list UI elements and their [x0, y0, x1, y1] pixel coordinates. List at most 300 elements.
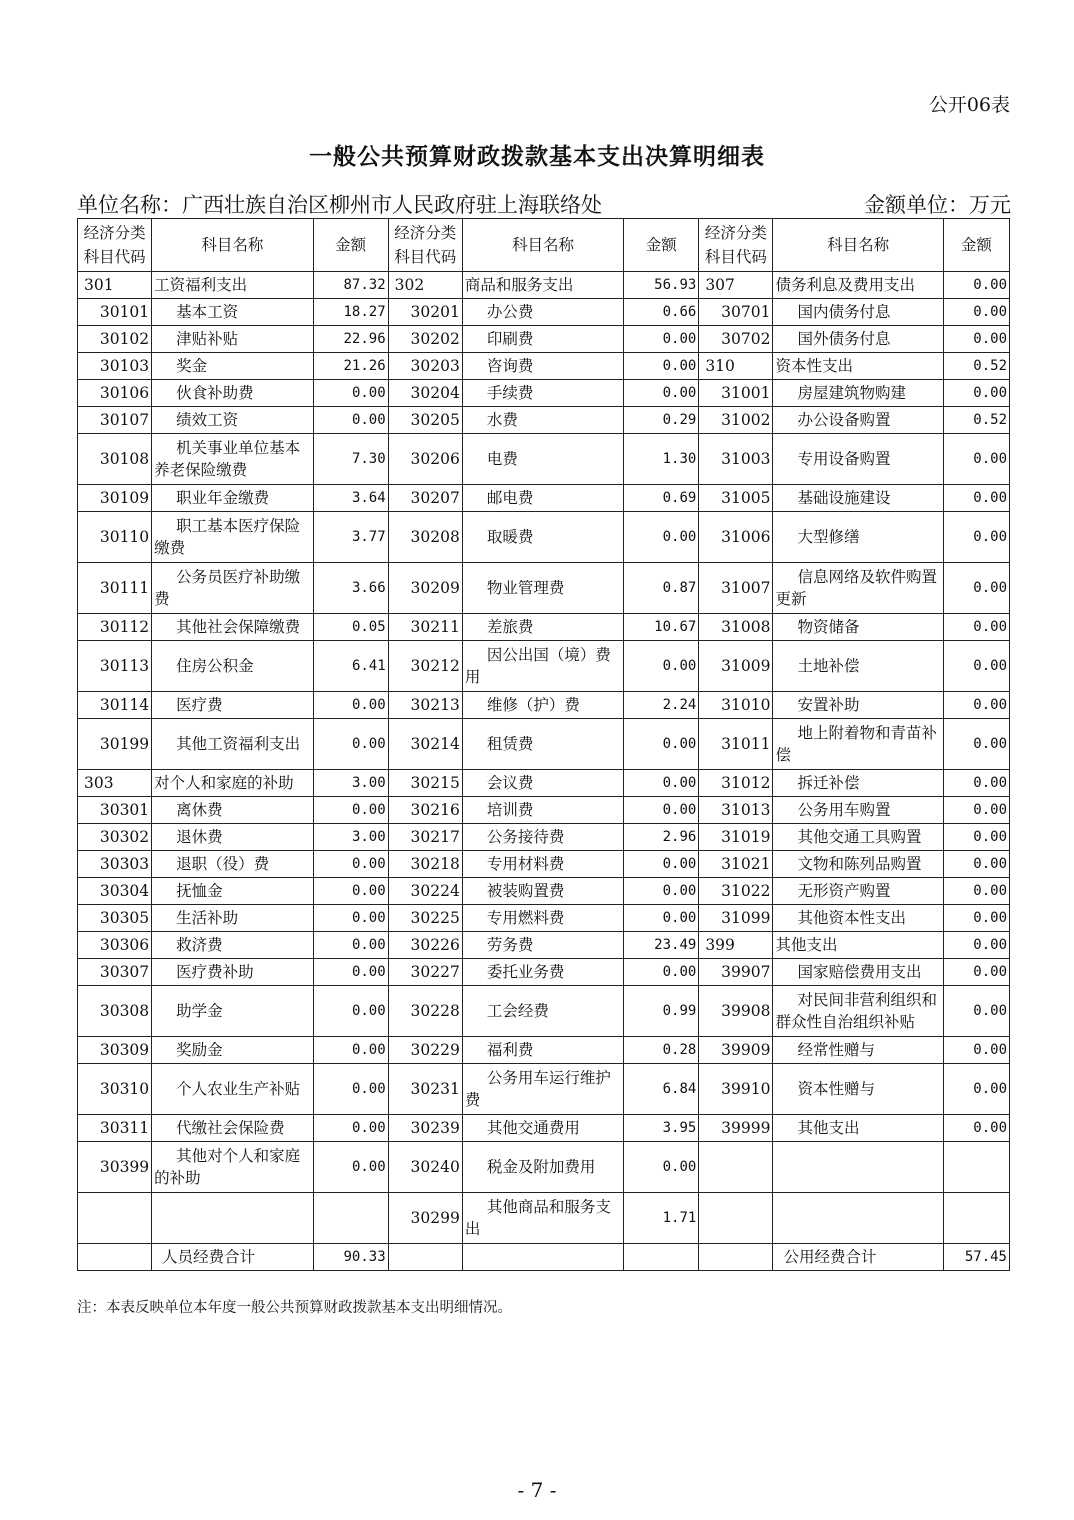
item-name-cell: 公务用车运行维护费: [462, 1064, 623, 1115]
amount-cell: 0.00: [943, 692, 1009, 719]
amount-cell: [313, 1193, 388, 1244]
amount-cell: 0.52: [943, 407, 1009, 434]
economic-code-cell: 30214: [388, 719, 462, 770]
item-name-cell: 电费: [462, 434, 623, 485]
item-name-cell: 职工基本医疗保险缴费: [152, 512, 313, 563]
item-name-cell: 安置补助: [773, 692, 943, 719]
amount-cell: 0.00: [943, 959, 1009, 986]
table-row: [78, 905, 1010, 932]
economic-code-cell: [388, 1244, 462, 1271]
item-name-cell: 取暖费: [462, 512, 623, 563]
table-row: [78, 353, 1010, 380]
economic-code-cell: 30307: [78, 959, 152, 986]
amount-unit: 金额单位：万元: [864, 193, 1011, 217]
item-name-cell: 国内债务付息: [773, 299, 943, 326]
amount-cell: 0.00: [943, 932, 1009, 959]
header-amount: 金额: [943, 219, 1009, 272]
amount-cell: 0.00: [624, 641, 699, 692]
economic-code-cell: 30207: [388, 485, 462, 512]
economic-code-cell: [699, 1142, 773, 1193]
amount-cell: 6.41: [313, 641, 388, 692]
economic-code-cell: 307: [699, 272, 773, 299]
economic-code-cell: 39999: [699, 1115, 773, 1142]
economic-code-cell: 30213: [388, 692, 462, 719]
economic-code-cell: 31006: [699, 512, 773, 563]
economic-code-cell: 30217: [388, 824, 462, 851]
economic-code-cell: 31008: [699, 614, 773, 641]
economic-code-cell: 30308: [78, 986, 152, 1037]
item-name-cell: 劳务费: [462, 932, 623, 959]
item-name-cell: 公务用车购置: [773, 797, 943, 824]
economic-code-cell: 30239: [388, 1115, 462, 1142]
item-name-cell: 救济费: [152, 932, 313, 959]
amount-cell: 0.00: [943, 299, 1009, 326]
item-name-cell: 工资福利支出: [152, 272, 313, 299]
item-name-cell: 工会经费: [462, 986, 623, 1037]
economic-code-cell: 30212: [388, 641, 462, 692]
header-code: 经济分类科目代码: [388, 219, 462, 272]
item-name-cell: 资本性赠与: [773, 1064, 943, 1115]
item-name-cell: 伙食补助费: [152, 380, 313, 407]
amount-cell: 0.00: [313, 932, 388, 959]
economic-code-cell: 31099: [699, 905, 773, 932]
item-name-cell: 地上附着物和青苗补偿: [773, 719, 943, 770]
economic-code-cell: 30202: [388, 326, 462, 353]
table-row: [78, 1193, 1010, 1244]
item-name-cell: 专用设备购置: [773, 434, 943, 485]
table-row: [78, 407, 1010, 434]
table-row: [78, 824, 1010, 851]
economic-code-cell: 30228: [388, 986, 462, 1037]
amount-cell: 0.00: [313, 905, 388, 932]
amount-cell: 0.00: [313, 719, 388, 770]
item-name-cell: 机关事业单位基本养老保险缴费: [152, 434, 313, 485]
amount-cell: 0.05: [313, 614, 388, 641]
economic-code-cell: [699, 1193, 773, 1244]
amount-cell: 0.00: [943, 719, 1009, 770]
item-name-cell: 其他支出: [773, 932, 943, 959]
amount-cell: 0.00: [943, 824, 1009, 851]
item-name-cell: 拆迁补偿: [773, 770, 943, 797]
economic-code-cell: 30229: [388, 1037, 462, 1064]
economic-code-cell: 30204: [388, 380, 462, 407]
economic-code-cell: 30203: [388, 353, 462, 380]
item-name-cell: 绩效工资: [152, 407, 313, 434]
item-name-cell: 对个人和家庭的补助: [152, 770, 313, 797]
amount-cell: [624, 1244, 699, 1271]
amount-cell: 1.71: [624, 1193, 699, 1244]
economic-code-cell: 31010: [699, 692, 773, 719]
table-row: [78, 1064, 1010, 1115]
item-name-cell: 物资储备: [773, 614, 943, 641]
item-name-cell: 退职（役）费: [152, 851, 313, 878]
amount-cell: 0.00: [313, 380, 388, 407]
economic-code-cell: 30112: [78, 614, 152, 641]
economic-code-cell: 30206: [388, 434, 462, 485]
item-name-cell: 手续费: [462, 380, 623, 407]
economic-code-cell: 31005: [699, 485, 773, 512]
amount-cell: 3.00: [313, 824, 388, 851]
header-name: 科目名称: [462, 219, 623, 272]
amount-cell: 0.00: [943, 485, 1009, 512]
amount-cell: 0.00: [313, 1037, 388, 1064]
item-name-cell: 培训费: [462, 797, 623, 824]
amount-cell: 0.00: [624, 1142, 699, 1193]
economic-code-cell: 30309: [78, 1037, 152, 1064]
economic-code-cell: 30114: [78, 692, 152, 719]
economic-code-cell: 31007: [699, 563, 773, 614]
item-name-cell: 文物和陈列品购置: [773, 851, 943, 878]
economic-code-cell: 30215: [388, 770, 462, 797]
amount-cell: 0.00: [624, 353, 699, 380]
economic-code-cell: 31021: [699, 851, 773, 878]
amount-cell: 0.00: [943, 1064, 1009, 1115]
amount-cell: 0.00: [624, 719, 699, 770]
item-name-cell: 基本工资: [152, 299, 313, 326]
economic-code-cell: 30103: [78, 353, 152, 380]
amount-cell: 0.00: [313, 692, 388, 719]
item-name-cell: 税金及附加费用: [462, 1142, 623, 1193]
economic-code-cell: 30224: [388, 878, 462, 905]
item-name-cell: 商品和服务支出: [462, 272, 623, 299]
item-name-cell: 其他社会保障缴费: [152, 614, 313, 641]
amount-cell: 0.00: [624, 878, 699, 905]
economic-code-cell: 30304: [78, 878, 152, 905]
item-name-cell: 经常性赠与: [773, 1037, 943, 1064]
item-name-cell: 会议费: [462, 770, 623, 797]
economic-code-cell: 30211: [388, 614, 462, 641]
economic-code-cell: 30216: [388, 797, 462, 824]
amount-cell: 0.00: [624, 851, 699, 878]
economic-code-cell: 30199: [78, 719, 152, 770]
item-name-cell: 福利费: [462, 1037, 623, 1064]
item-name-cell: 大型修缮: [773, 512, 943, 563]
amount-cell: 0.00: [624, 326, 699, 353]
amount-cell: 0.00: [943, 851, 1009, 878]
economic-code-cell: 30102: [78, 326, 152, 353]
table-row: [78, 641, 1010, 692]
amount-cell: 1.30: [624, 434, 699, 485]
item-name-cell: 公务接待费: [462, 824, 623, 851]
item-name-cell: 差旅费: [462, 614, 623, 641]
item-name-cell: 邮电费: [462, 485, 623, 512]
economic-code-cell: 30101: [78, 299, 152, 326]
table-row: [78, 692, 1010, 719]
economic-code-cell: 30701: [699, 299, 773, 326]
expenditure-table: [77, 218, 1010, 1271]
item-name-cell: 其他资本性支出: [773, 905, 943, 932]
item-name-cell: [773, 1193, 943, 1244]
item-name-cell: 退休费: [152, 824, 313, 851]
item-name-cell: 办公设备购置: [773, 407, 943, 434]
economic-code-cell: 30209: [388, 563, 462, 614]
economic-code-cell: 31009: [699, 641, 773, 692]
economic-code-cell: 31002: [699, 407, 773, 434]
item-name-cell: 土地补偿: [773, 641, 943, 692]
amount-cell: 23.49: [624, 932, 699, 959]
amount-cell: 0.00: [943, 614, 1009, 641]
item-name-cell: 专用燃料费: [462, 905, 623, 932]
economic-code-cell: 30201: [388, 299, 462, 326]
economic-code-cell: 30107: [78, 407, 152, 434]
item-name-cell: 奖励金: [152, 1037, 313, 1064]
amount-cell: 90.33: [313, 1244, 388, 1271]
table-row: [78, 1244, 1010, 1271]
economic-code-cell: 30106: [78, 380, 152, 407]
amount-cell: 0.99: [624, 986, 699, 1037]
table-row: [78, 563, 1010, 614]
economic-code-cell: 30301: [78, 797, 152, 824]
table-row: [78, 959, 1010, 986]
economic-code-cell: 30108: [78, 434, 152, 485]
amount-cell: 0.29: [624, 407, 699, 434]
item-name-cell: 津贴补贴: [152, 326, 313, 353]
amount-cell: 3.66: [313, 563, 388, 614]
economic-code-cell: 30205: [388, 407, 462, 434]
table-row: [78, 434, 1010, 485]
table-row: [78, 719, 1010, 770]
table-row: [78, 770, 1010, 797]
economic-code-cell: 30208: [388, 512, 462, 563]
economic-code-cell: 30702: [699, 326, 773, 353]
economic-code-cell: 30299: [388, 1193, 462, 1244]
item-name-cell: 公务员医疗补助缴费: [152, 563, 313, 614]
amount-cell: 2.96: [624, 824, 699, 851]
amount-cell: 0.00: [624, 959, 699, 986]
amount-cell: 0.00: [313, 986, 388, 1037]
amount-cell: 22.96: [313, 326, 388, 353]
economic-code-cell: 30109: [78, 485, 152, 512]
item-name-cell: 生活补助: [152, 905, 313, 932]
economic-code-cell: 39909: [699, 1037, 773, 1064]
amount-cell: 0.00: [624, 905, 699, 932]
item-name-cell: 水费: [462, 407, 623, 434]
economic-code-cell: 30113: [78, 641, 152, 692]
economic-code-cell: 30227: [388, 959, 462, 986]
table-row: [78, 299, 1010, 326]
item-name-cell: 无形资产购置: [773, 878, 943, 905]
amount-cell: 0.66: [624, 299, 699, 326]
amount-cell: 0.69: [624, 485, 699, 512]
amount-cell: 56.93: [624, 272, 699, 299]
economic-code-cell: 399: [699, 932, 773, 959]
item-name-cell: 其他支出: [773, 1115, 943, 1142]
amount-cell: 0.00: [624, 380, 699, 407]
economic-code-cell: 30399: [78, 1142, 152, 1193]
amount-cell: 0.00: [943, 986, 1009, 1037]
economic-code-cell: 30240: [388, 1142, 462, 1193]
header-name: 科目名称: [152, 219, 313, 272]
economic-code-cell: 30310: [78, 1064, 152, 1115]
item-name-cell: [462, 1244, 623, 1271]
item-name-cell: 印刷费: [462, 326, 623, 353]
item-name-cell: 房屋建筑物购建: [773, 380, 943, 407]
economic-code-cell: 303: [78, 770, 152, 797]
table-row: [78, 380, 1010, 407]
item-name-cell: 助学金: [152, 986, 313, 1037]
item-name-cell: 租赁费: [462, 719, 623, 770]
item-name-cell: 其他商品和服务支出: [462, 1193, 623, 1244]
amount-cell: 0.52: [943, 353, 1009, 380]
economic-code-cell: 31022: [699, 878, 773, 905]
economic-code-cell: 39908: [699, 986, 773, 1037]
amount-cell: 18.27: [313, 299, 388, 326]
header-amount: 金额: [313, 219, 388, 272]
economic-code-cell: 39910: [699, 1064, 773, 1115]
economic-code-cell: 310: [699, 353, 773, 380]
economic-code-cell: 31011: [699, 719, 773, 770]
economic-code-cell: 30302: [78, 824, 152, 851]
table-row: [78, 485, 1010, 512]
amount-cell: 7.30: [313, 434, 388, 485]
item-name-cell: 债务利息及费用支出: [773, 272, 943, 299]
item-name-cell: 被装购置费: [462, 878, 623, 905]
table-row: [78, 1037, 1010, 1064]
economic-code-cell: 30110: [78, 512, 152, 563]
table-row: [78, 932, 1010, 959]
table-row: [78, 614, 1010, 641]
table-row: [78, 1142, 1010, 1193]
amount-cell: 0.00: [313, 1064, 388, 1115]
item-name-cell: 其他工资福利支出: [152, 719, 313, 770]
table-row: [78, 878, 1010, 905]
economic-code-cell: 30226: [388, 932, 462, 959]
economic-code-cell: 31003: [699, 434, 773, 485]
table-row: [78, 797, 1010, 824]
item-name-cell: [773, 1142, 943, 1193]
item-name-cell: 信息网络及软件购置更新: [773, 563, 943, 614]
item-name-cell: 维修（护）费: [462, 692, 623, 719]
table-row: [78, 851, 1010, 878]
amount-cell: 0.00: [943, 878, 1009, 905]
economic-code-cell: [699, 1244, 773, 1271]
table-row: [78, 326, 1010, 353]
amount-cell: 0.00: [943, 380, 1009, 407]
amount-cell: 0.00: [624, 770, 699, 797]
amount-cell: 0.00: [943, 326, 1009, 353]
amount-cell: 0.00: [313, 1115, 388, 1142]
item-name-cell: 医疗费: [152, 692, 313, 719]
item-name-cell: 咨询费: [462, 353, 623, 380]
table-row: [78, 1115, 1010, 1142]
amount-cell: 3.64: [313, 485, 388, 512]
item-name-cell: 其他交通费用: [462, 1115, 623, 1142]
amount-cell: [943, 1142, 1009, 1193]
economic-code-cell: 31001: [699, 380, 773, 407]
header-amount: 金额: [624, 219, 699, 272]
item-name-cell: 公用经费合计: [773, 1244, 943, 1271]
amount-cell: 0.00: [313, 959, 388, 986]
amount-cell: 2.24: [624, 692, 699, 719]
amount-cell: 0.28: [624, 1037, 699, 1064]
economic-code-cell: 30311: [78, 1115, 152, 1142]
economic-code-cell: 30218: [388, 851, 462, 878]
amount-cell: 0.00: [943, 770, 1009, 797]
amount-cell: 0.00: [943, 434, 1009, 485]
item-name-cell: 住房公积金: [152, 641, 313, 692]
amount-cell: 0.00: [943, 797, 1009, 824]
amount-cell: 0.00: [313, 1142, 388, 1193]
item-name-cell: [152, 1193, 313, 1244]
economic-code-cell: 302: [388, 272, 462, 299]
amount-cell: 0.00: [943, 1037, 1009, 1064]
economic-code-cell: 39907: [699, 959, 773, 986]
item-name-cell: 国外债务付息: [773, 326, 943, 353]
amount-cell: 21.26: [313, 353, 388, 380]
economic-code-cell: [78, 1244, 152, 1271]
amount-cell: 0.00: [313, 407, 388, 434]
item-name-cell: 奖金: [152, 353, 313, 380]
page-title: 一般公共预算财政拨款基本支出决算明细表: [309, 143, 765, 170]
amount-cell: 0.00: [313, 878, 388, 905]
amount-cell: 3.77: [313, 512, 388, 563]
item-name-cell: 代缴社会保险费: [152, 1115, 313, 1142]
header-code: 经济分类科目代码: [78, 219, 152, 272]
amount-cell: 57.45: [943, 1244, 1009, 1271]
amount-cell: 0.00: [943, 905, 1009, 932]
table-row: [78, 986, 1010, 1037]
item-name-cell: 个人农业生产补贴: [152, 1064, 313, 1115]
item-name-cell: 因公出国（境）费用: [462, 641, 623, 692]
economic-code-cell: 30111: [78, 563, 152, 614]
item-name-cell: 专用材料费: [462, 851, 623, 878]
economic-code-cell: 31012: [699, 770, 773, 797]
item-name-cell: 国家赔偿费用支出: [773, 959, 943, 986]
item-name-cell: 其他交通工具购置: [773, 824, 943, 851]
item-name-cell: 对民间非营利组织和群众性自治组织补贴: [773, 986, 943, 1037]
unit-name: 单位名称：广西壮族自治区柳州市人民政府驻上海联络处: [77, 193, 602, 217]
item-name-cell: 人员经费合计: [152, 1244, 313, 1271]
item-name-cell: 抚恤金: [152, 878, 313, 905]
item-name-cell: 办公费: [462, 299, 623, 326]
unit-line: [77, 189, 1011, 219]
economic-code-cell: 30303: [78, 851, 152, 878]
item-name-cell: 其他对个人和家庭的补助: [152, 1142, 313, 1193]
item-name-cell: 物业管理费: [462, 563, 623, 614]
economic-code-cell: 31019: [699, 824, 773, 851]
economic-code-cell: 30306: [78, 932, 152, 959]
amount-cell: 87.32: [313, 272, 388, 299]
economic-code-cell: 31013: [699, 797, 773, 824]
amount-cell: 0.00: [943, 641, 1009, 692]
amount-cell: 3.00: [313, 770, 388, 797]
item-name-cell: 基础设施建设: [773, 485, 943, 512]
economic-code-cell: 30305: [78, 905, 152, 932]
amount-cell: 0.00: [943, 563, 1009, 614]
amount-cell: 0.87: [624, 563, 699, 614]
page-number: - 7 -: [517, 1478, 557, 1502]
table-row: [78, 512, 1010, 563]
table-header-row: [78, 219, 1010, 272]
amount-cell: 0.00: [313, 797, 388, 824]
item-name-cell: 职业年金缴费: [152, 485, 313, 512]
amount-cell: 0.00: [943, 512, 1009, 563]
table-note: 注：本表反映单位本年度一般公共预算财政拨款基本支出明细情况。: [77, 1300, 512, 1316]
table-row: [78, 272, 1010, 299]
amount-cell: 0.00: [624, 512, 699, 563]
economic-code-cell: 30225: [388, 905, 462, 932]
economic-code-cell: 301: [78, 272, 152, 299]
form-number: 公开06表: [928, 94, 1010, 116]
amount-cell: 0.00: [943, 272, 1009, 299]
header-code: 经济分类科目代码: [699, 219, 773, 272]
amount-cell: 0.00: [313, 851, 388, 878]
amount-cell: 0.00: [943, 1115, 1009, 1142]
economic-code-cell: [78, 1193, 152, 1244]
amount-cell: 0.00: [624, 797, 699, 824]
economic-code-cell: 30231: [388, 1064, 462, 1115]
item-name-cell: 医疗费补助: [152, 959, 313, 986]
